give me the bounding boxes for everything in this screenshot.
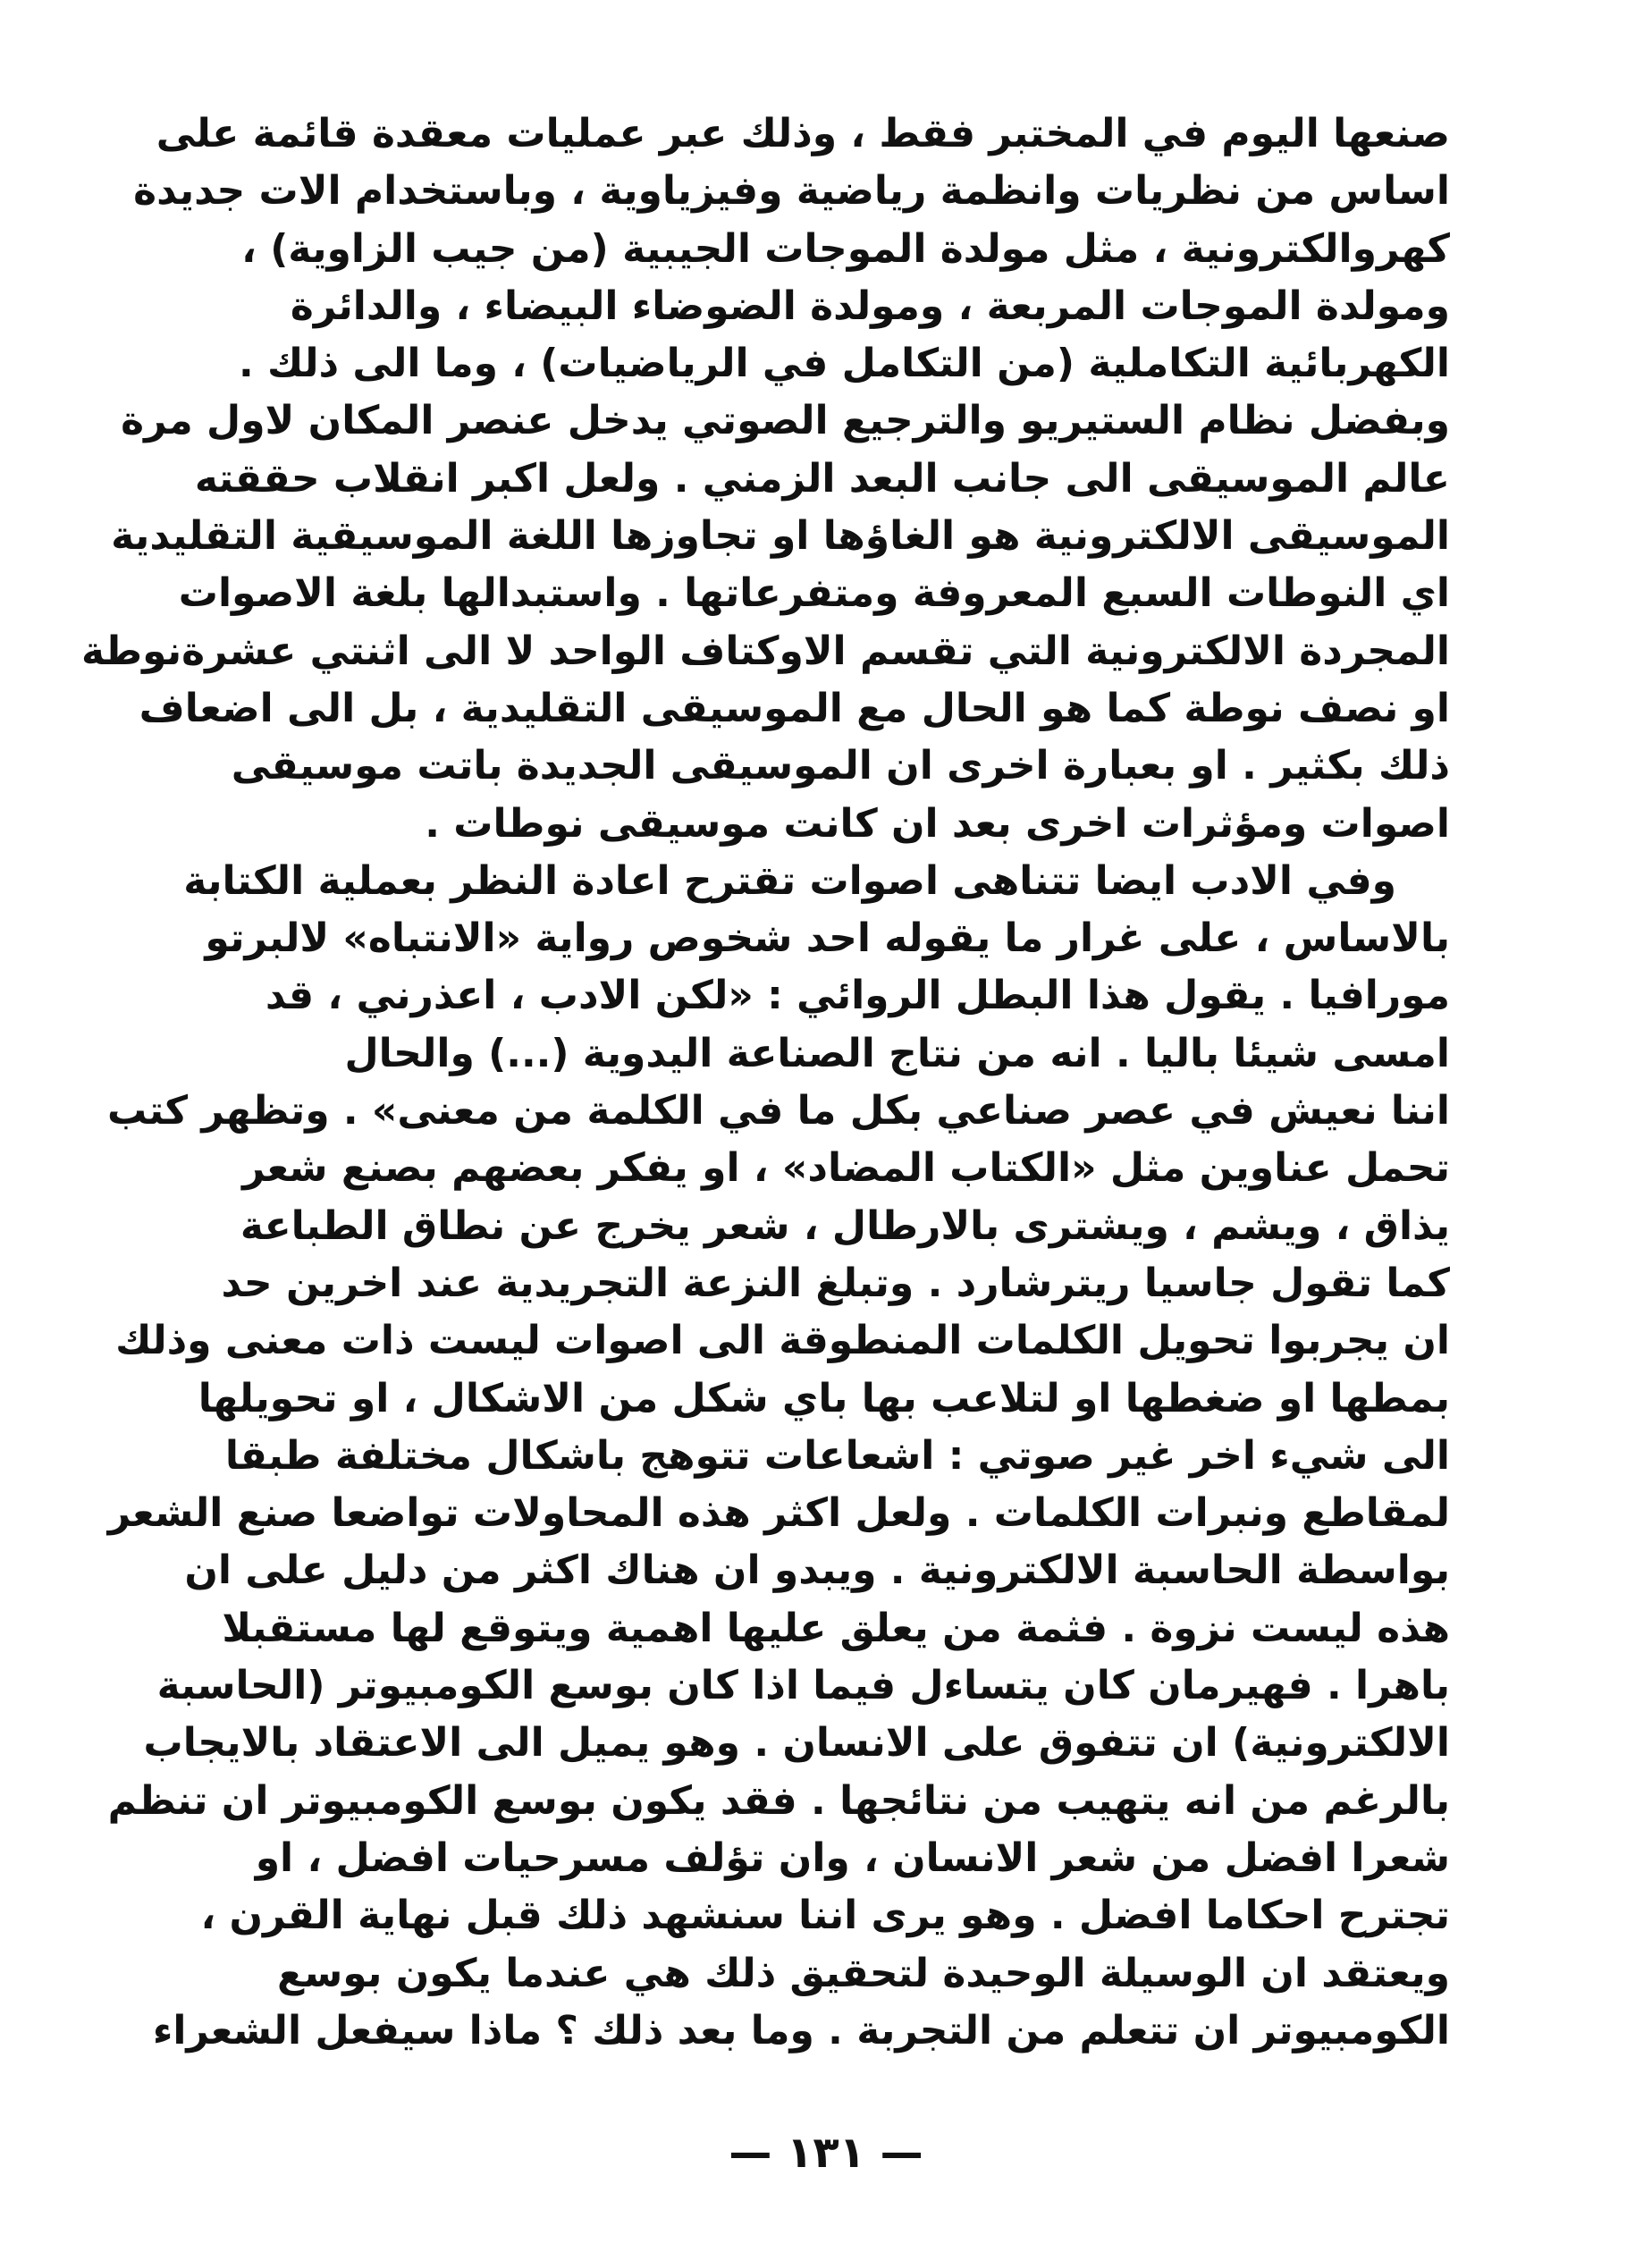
text-line: الكهربائية التكاملية (من التكامل في الرياضيات) ، وما الى ذلك . — [238, 341, 1450, 387]
text-line: امسى شيئا باليا . انه من نتاج الصناعة اليدوية (...) والحال — [344, 1030, 1450, 1076]
page-body-text — [80, 105, 1450, 2060]
text-line: الكومبيوتر ان تتعلم من التجربة . وما بعد ذلك ؟ ماذا سيفعل الشعراء — [152, 2007, 1450, 2053]
text-line: مورافيا . يقول هذا البطل الروائي : «لكن الادب ، اعذرني ، قد — [265, 973, 1450, 1019]
text-line: الموسيقى الالكترونية هو الغاؤها او تجاوزها اللغة الموسيقية التقليدية — [111, 513, 1450, 560]
paragraph-start-line: وفي الادب ايضا تتناهى اصوات تقترح اعادة النظر بعملية الكتابة — [183, 857, 1396, 904]
text-line: بمطها او ضغطها او لتلاعب بها باي شكل من الاشكال ، او تحويلها — [198, 1375, 1450, 1421]
text-line: بواسطة الحاسبة الالكترونية . ويبدو ان هناك اكثر من دليل على ان — [184, 1547, 1450, 1594]
text-line: شعرا افضل من شعر الانسان ، وان تؤلف مسرحيات افضل ، او — [255, 1834, 1450, 1881]
text-line: اي النوطات السبع المعروفة ومتفرعاتها . واستبدالها بلغة الاصوات — [178, 570, 1450, 617]
text-line: ان يجربوا تحويل الكلمات المنطوقة الى اصوات ليست ذات معنى وذلك — [115, 1318, 1450, 1364]
text-line: ومولدة الموجات المربعة ، ومولدة الضوضاء البيضاء ، والدائرة — [290, 282, 1450, 329]
text-line: الى شيء اخر غير صوتي : اشعاعات تتوهج باشكال مختلفة طبقا — [224, 1432, 1450, 1479]
text-line: وبفضل نظام الستيريو والترجيع الصوتي يدخل عنصر المكان لاول مرة — [121, 398, 1450, 444]
text-line: المجردة الالكترونية التي تقسم الاوكتاف الواحد لا الى اثنتي عشرةنوطة — [80, 628, 1450, 674]
text-line: تحمل عناوين مثل «الكتاب المضاد» ، او يفكر بعضهم بصنع شعر — [242, 1145, 1450, 1192]
text-line: ذلك بكثير . او بعبارة اخرى ان الموسيقى الجديدة باتت موسيقى — [231, 743, 1450, 789]
text-line: الالكترونية) ان تتفوق على الانسان . وهو يميل الى الاعتقاد بالايجاب — [143, 1720, 1450, 1767]
text-line: اساس من نظريات وانظمة رياضية وفيزياوية ، وباستخدام الات جديدة — [133, 168, 1450, 215]
text-line: باهرا . فهيرمان كان يتساءل فيما اذا كان بوسع الكومبيوتر (الحاسبة — [156, 1663, 1450, 1709]
text-line: لمقاطع ونبرات الكلمات . ولعل اكثر هذه المحاولات تواضعا صنع الشعر — [107, 1490, 1450, 1537]
text-line: هذه ليست نزوة . فثمة من يعلق عليها اهمية ويتوقع لها مستقبلا — [222, 1605, 1450, 1651]
text-line: عالم الموسيقى الى جانب البعد الزمني . ولعل اكبر انقلاب حققته — [194, 455, 1450, 502]
text-line: اصوات ومؤثرات اخرى بعد ان كانت موسيقى نوطات . — [425, 800, 1450, 847]
text-line: يذاق ، ويشم ، ويشترى بالارطال ، شعر يخرج عن نطاق الطباعة — [240, 1202, 1450, 1249]
text-line: ويعتقد ان الوسيلة الوحيدة لتحقيق ذلك هي عندما يكون بوسع — [276, 1950, 1450, 1996]
text-line: صنعها اليوم في المختبر فقط ، وذلك عبر عمليات معقدة قائمة على — [156, 111, 1450, 156]
text-line: بالاساس ، على غرار ما يقوله احد شخوص رواية «الانتباه» لالبرتو — [205, 915, 1450, 962]
text-line: او نصف نوطة كما هو الحال مع الموسيقى التقليدية ، بل الى اضعاف — [139, 685, 1450, 731]
text-line: اننا نعيش في عصر صناعي بكل ما في الكلمة من معنى» . وتظهر كتب — [106, 1088, 1450, 1134]
text-line: بالرغم من انه يتهيب من نتائجها . فقد يكون بوسع الكومبيوتر ان تنظم — [107, 1777, 1450, 1824]
text-line: تجترح احكاما افضل . وهو يرى اننا سنشهد ذلك قبل نهاية القرن ، — [200, 1893, 1450, 1939]
page-number: — ١٣١ — — [729, 2128, 923, 2178]
text-line: كهروالكترونية ، مثل مولدة الموجات الجيبية (من جيب الزاوية) ، — [241, 225, 1450, 272]
text-line: كما تقول جاسيا ريترشارد . وتبلغ النزعة التجريدية عند اخرين حد — [221, 1260, 1450, 1306]
